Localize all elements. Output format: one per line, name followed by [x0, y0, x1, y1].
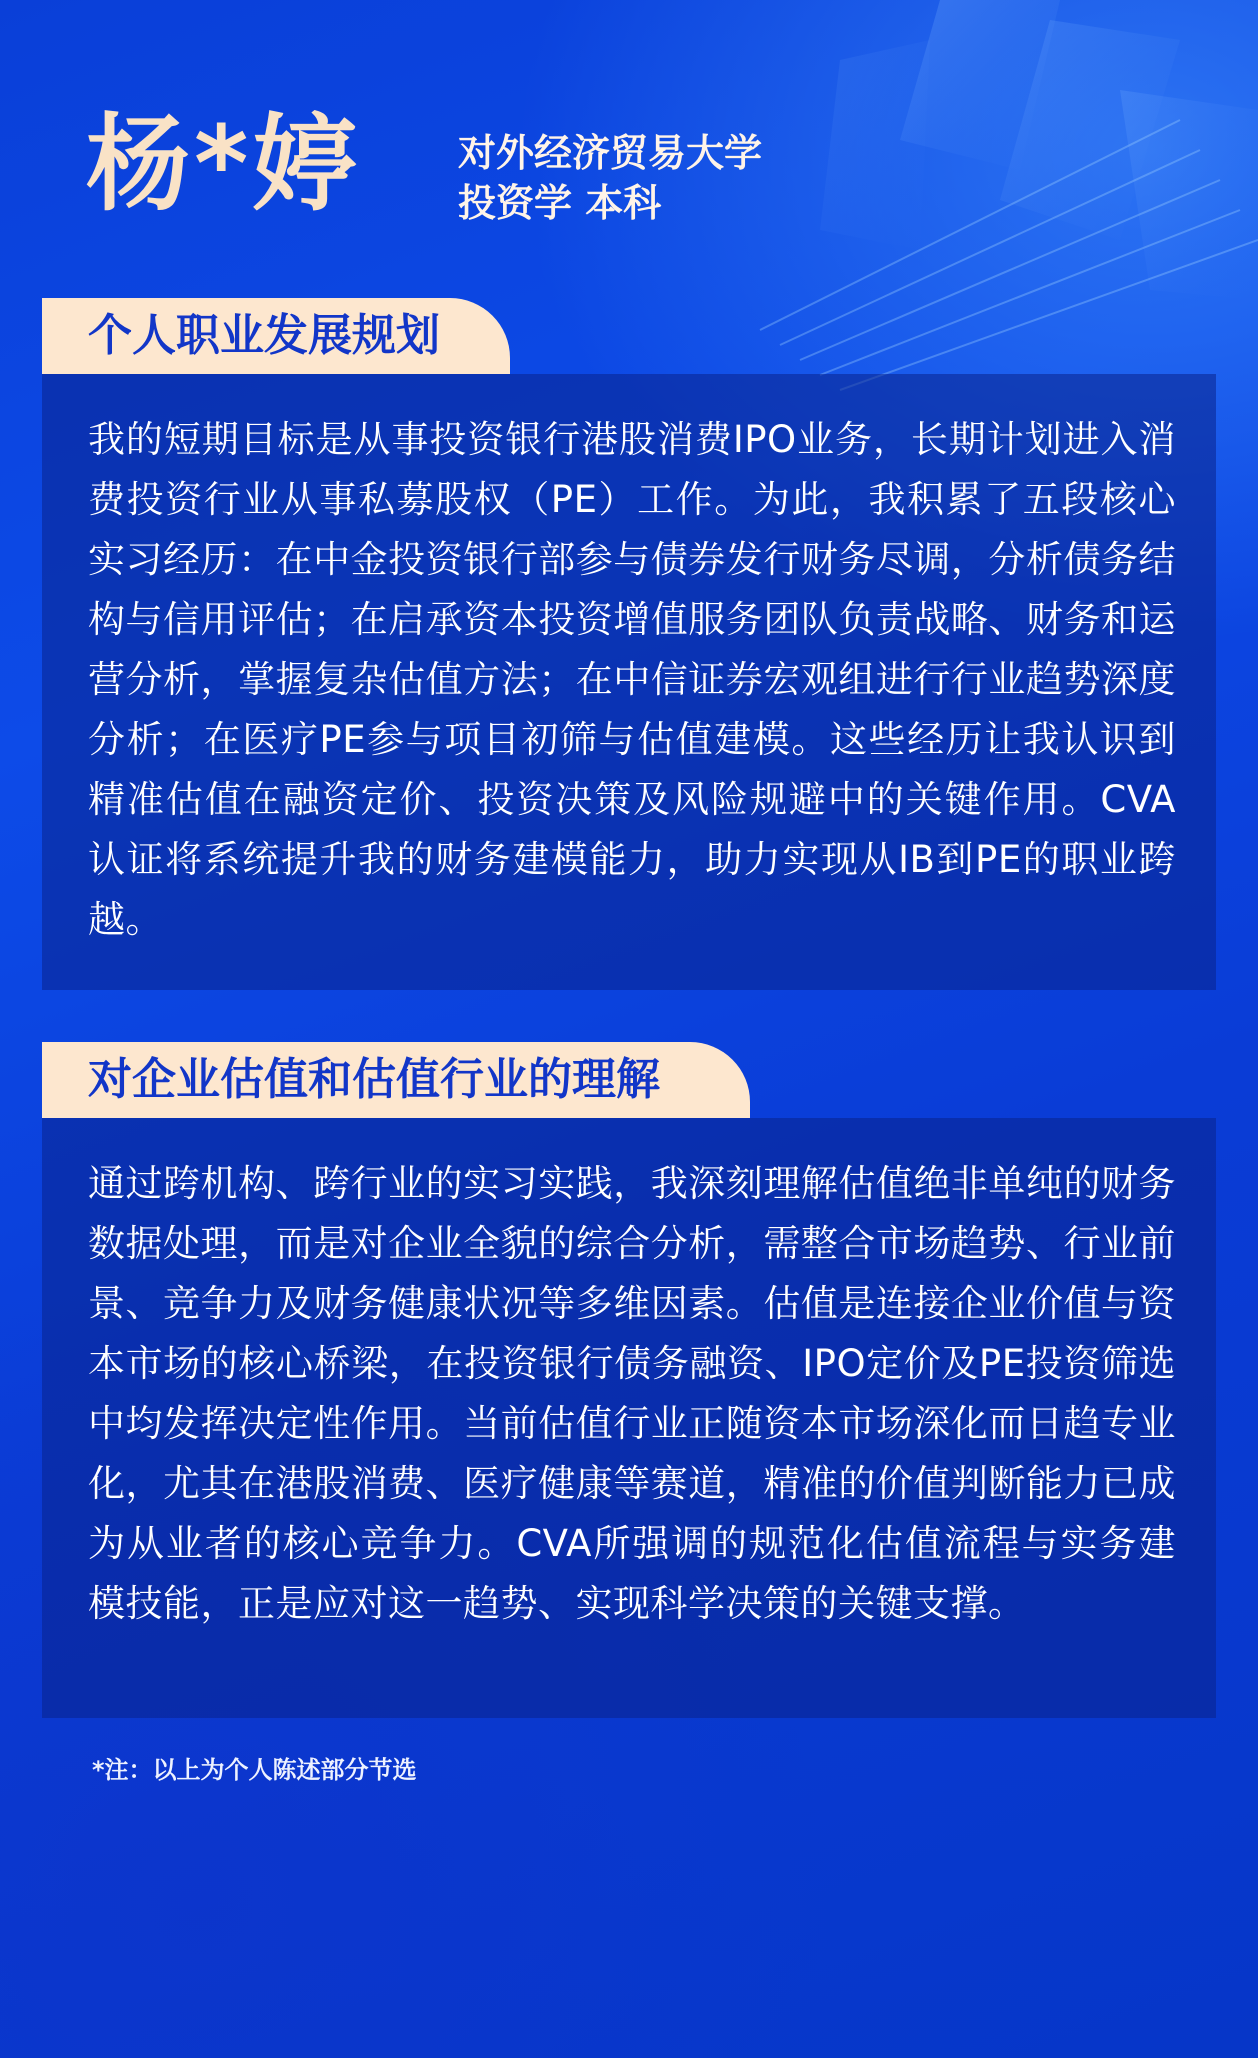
degree-major: 投资学 本科	[458, 181, 662, 225]
section-title: 个人职业发展规划	[42, 298, 510, 374]
section-title: 对企业估值和估值行业的理解	[42, 1042, 750, 1118]
header	[0, 0, 1258, 280]
footnote: *注：以上为个人陈述部分节选	[92, 1756, 417, 1784]
section-body: 通过跨机构、跨行业的实习实践，我深刻理解估值绝非单纯的财务数据处理，而是对企业全貌的综合分析，需整合市场趋势、行业前景、竞争力及财务健康状况等多维因素。估值是连接企业价值与资本市场的核心桥梁，在投资银行债务融资、IPO定价及PE投资筛选中均发挥决定性作用。当前估值行业正随资本市场深化而日趋专业化，尤其在港股消费、医疗健康等赛道，精准的价值判断能力已成为从业者的核心竞争力。CVA所强调的规范化估值流程与实务建模技能，正是应对这一趋势、实现科学决策的关键支撑。	[88, 1162, 1176, 1625]
school-name: 对外经济贸易大学	[458, 131, 763, 175]
section-panel	[42, 374, 1216, 990]
student-name: 杨*婷	[86, 103, 361, 225]
section-body: 我的短期目标是从事投资银行港股消费IPO业务，长期计划进入消费投资行业从事私募股权（PE）工作。为此，我积累了五段核心实习经历：在中金投资银行部参与债券发行财务尽调，分析债务结构与信用评估；在启承资本投资增值服务团队负责战略、财务和运营分析，掌握复杂估值方法；在中信证券宏观组进行行业趋势深度分析；在医疗PE参与项目初筛与估值建模。这些经历让我认识到精准估值在融资定价、投资决策及风险规避中的关键作用。CVA认证将系统提升我的财务建模能力，助力实现从IB到PE的职业跨越。	[88, 418, 1176, 941]
education-info	[458, 128, 762, 228]
section-panel	[42, 1118, 1216, 1718]
